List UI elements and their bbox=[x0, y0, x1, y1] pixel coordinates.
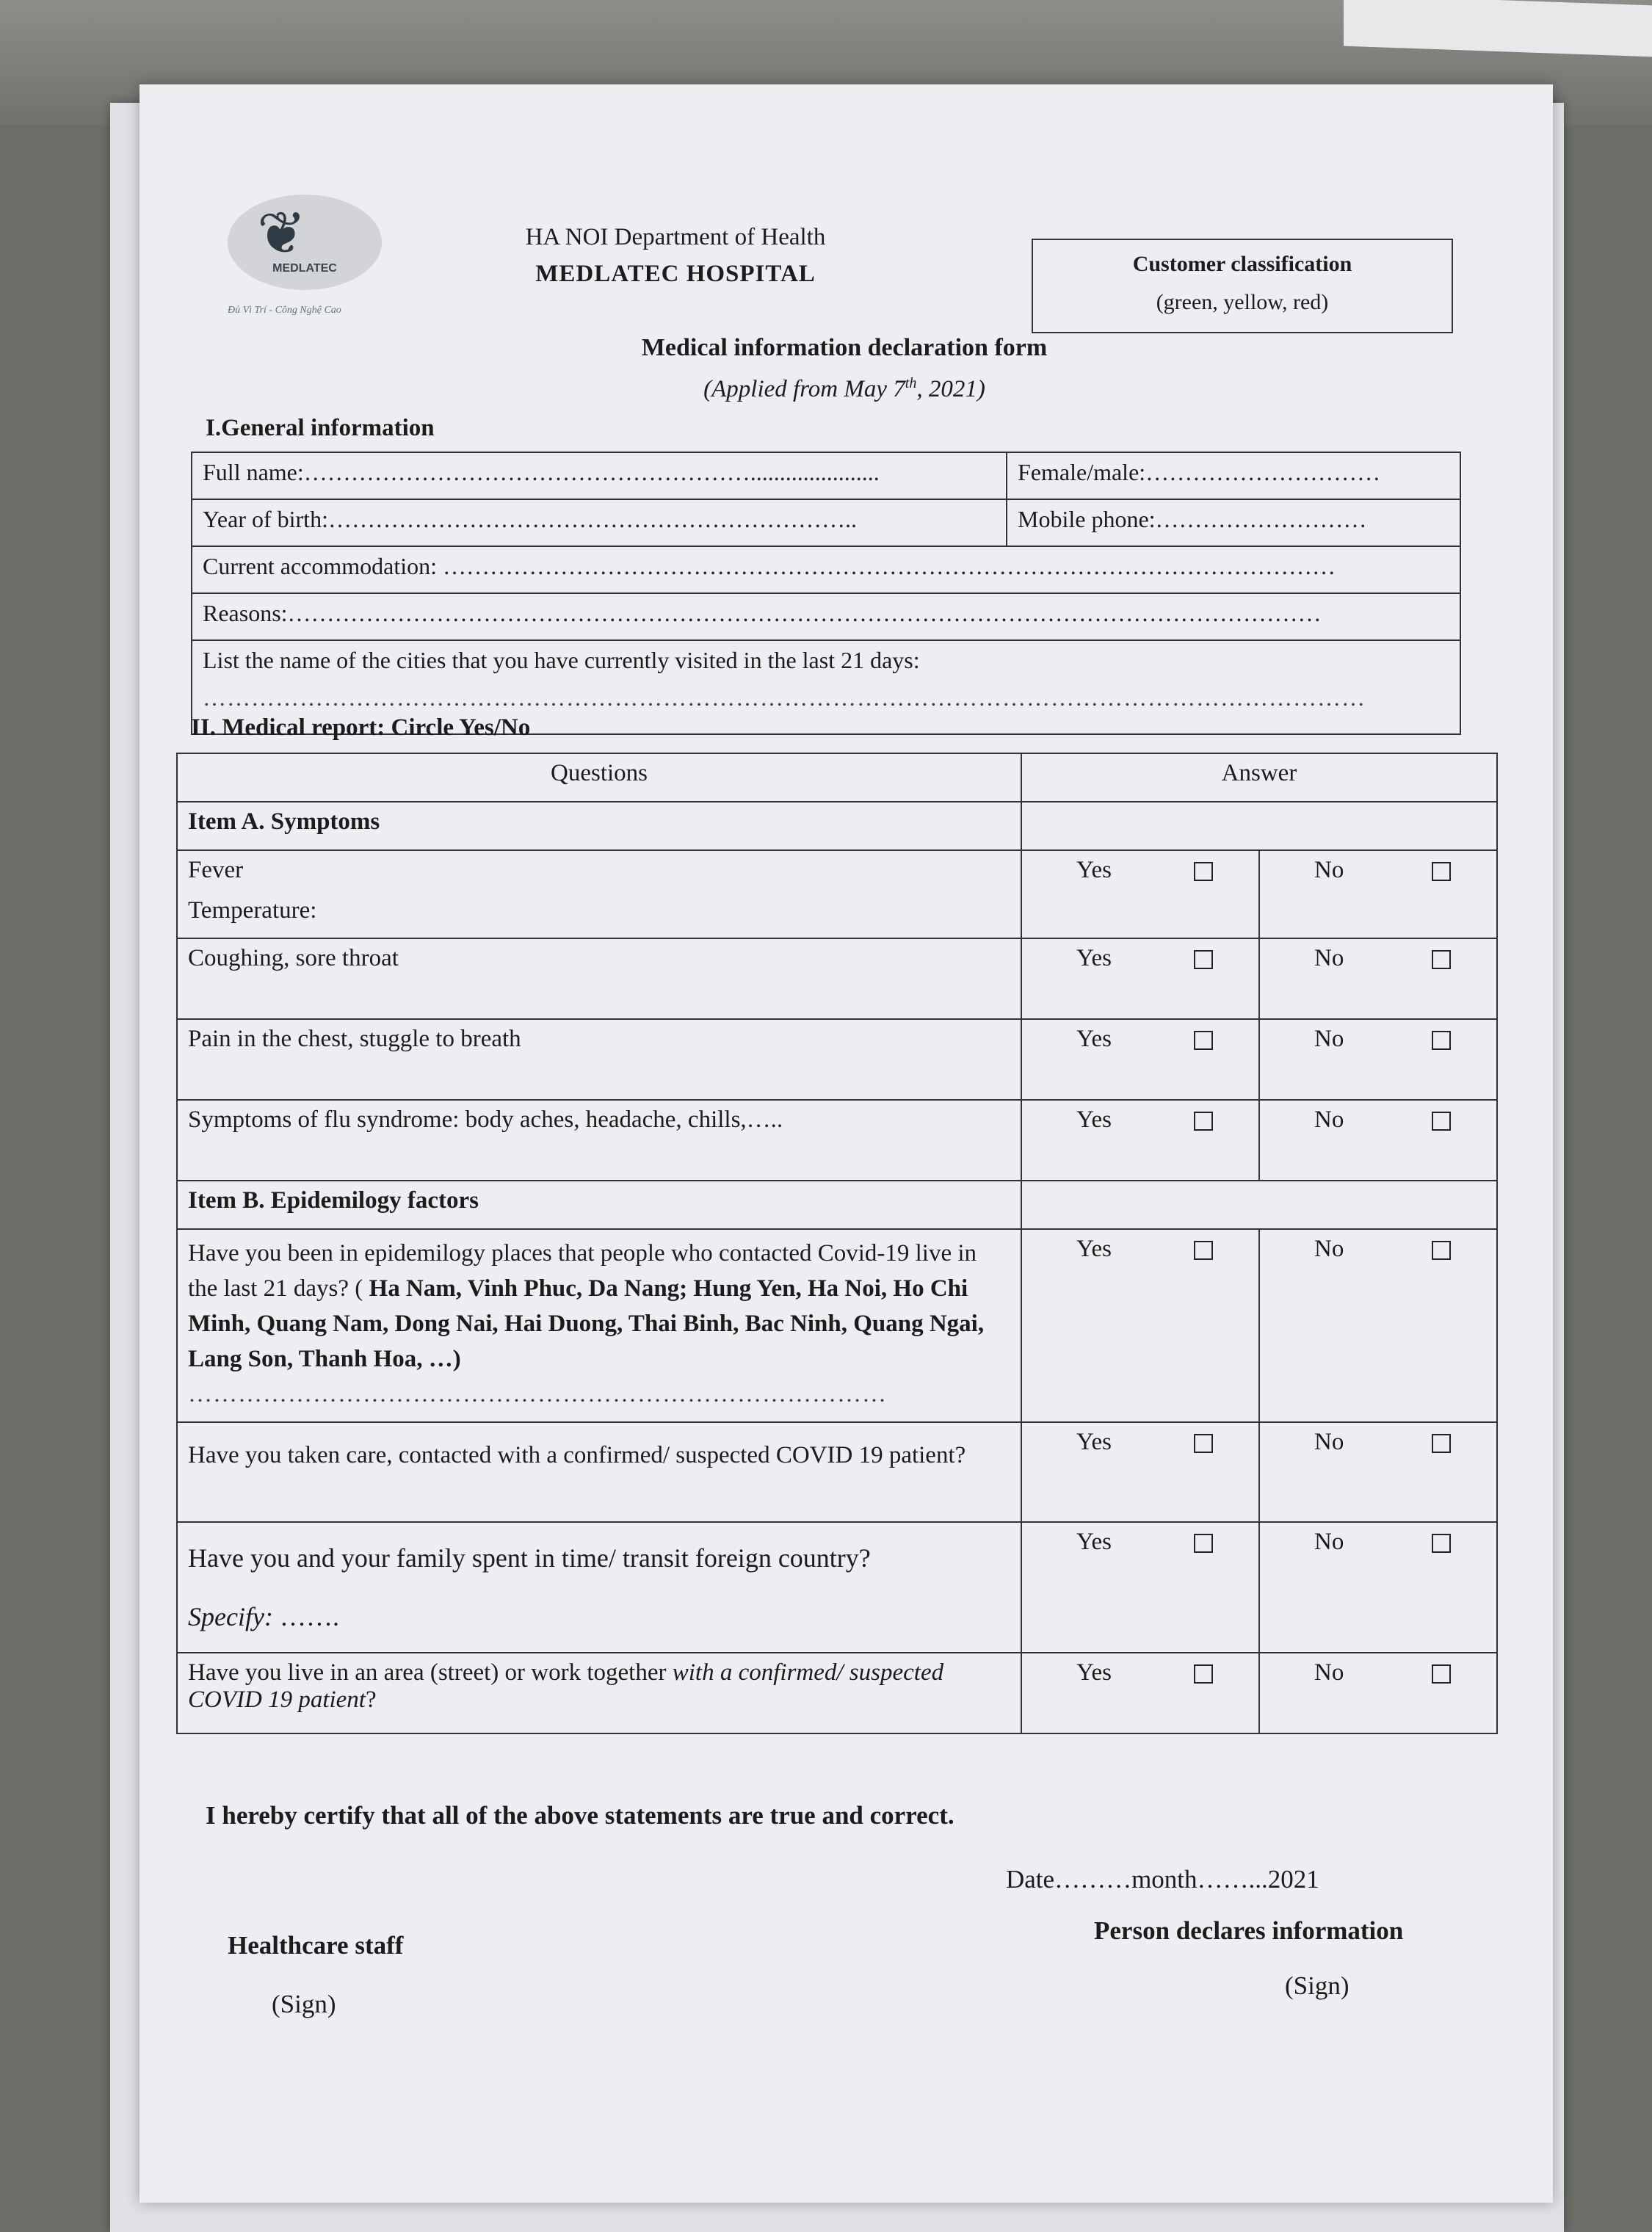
no-label: No bbox=[1314, 1236, 1344, 1262]
checkbox-icon[interactable] bbox=[1194, 1534, 1213, 1553]
area-yes[interactable] bbox=[1021, 1653, 1259, 1733]
area-question-end: ? bbox=[365, 1686, 377, 1713]
subtitle-post: , 2021) bbox=[916, 376, 985, 402]
checkbox-icon[interactable] bbox=[1432, 950, 1451, 969]
question-cough: Coughing, sore throat bbox=[177, 938, 1021, 1019]
classification-title: Customer classification bbox=[1132, 252, 1352, 276]
checkbox-icon[interactable] bbox=[1194, 1241, 1213, 1260]
care-no[interactable] bbox=[1259, 1422, 1497, 1522]
epi-yes[interactable] bbox=[1021, 1229, 1259, 1422]
item-a-answer-blank bbox=[1021, 802, 1497, 850]
yes-label: Yes bbox=[1076, 1529, 1112, 1555]
logo-motto: Đủ Vì Trí - Công Nghệ Cao bbox=[228, 305, 341, 316]
classification-values: (green, yellow, red) bbox=[1156, 290, 1329, 314]
area-no[interactable] bbox=[1259, 1653, 1497, 1733]
fever-yes[interactable] bbox=[1021, 850, 1259, 938]
checkbox-icon[interactable] bbox=[1194, 1112, 1213, 1131]
general-heading: I.General information bbox=[206, 415, 435, 441]
question-epidemiology bbox=[177, 1229, 1021, 1422]
classification-box bbox=[1032, 239, 1453, 333]
accommodation-field[interactable]: Current accommodation: …………………………………………………………………………………………………… bbox=[192, 546, 1460, 593]
full-name-field[interactable]: Full name:…………………………………………………...................... bbox=[192, 452, 1007, 499]
fever-no[interactable] bbox=[1259, 850, 1497, 938]
question-chest: Pain in the chest, stuggle to breath bbox=[177, 1019, 1021, 1100]
medical-heading: II. Medical report: Circle Yes/No bbox=[191, 714, 531, 741]
area-question-text: Have you live in an area (street) or work together bbox=[188, 1659, 673, 1686]
cough-no[interactable] bbox=[1259, 938, 1497, 1019]
checkbox-icon[interactable] bbox=[1432, 862, 1451, 881]
general-table bbox=[191, 452, 1461, 735]
checkbox-icon[interactable] bbox=[1194, 862, 1213, 881]
epi-no[interactable] bbox=[1259, 1229, 1497, 1422]
gender-field[interactable]: Female/male:………………………… bbox=[1007, 452, 1460, 499]
no-label: No bbox=[1314, 1529, 1344, 1555]
subtitle-sup: th bbox=[905, 375, 917, 391]
checkbox-icon[interactable] bbox=[1432, 1434, 1451, 1453]
checkbox-icon[interactable] bbox=[1194, 1031, 1213, 1050]
question-area bbox=[177, 1653, 1021, 1733]
checkbox-icon[interactable] bbox=[1432, 1664, 1451, 1684]
hospital-logo bbox=[228, 195, 382, 316]
no-label: No bbox=[1314, 1659, 1344, 1686]
yes-label: Yes bbox=[1076, 1106, 1112, 1133]
no-label: No bbox=[1314, 945, 1344, 971]
certify-statement: I hereby certify that all of the above statements are true and correct. bbox=[206, 1801, 954, 1830]
subtitle-pre: (Applied from May 7 bbox=[703, 376, 905, 402]
form-title: Medical information declaration form bbox=[641, 334, 1048, 361]
foreign-yes[interactable] bbox=[1021, 1522, 1259, 1653]
checkbox-icon[interactable] bbox=[1194, 950, 1213, 969]
foreign-question-text: Have you and your family spent in time/ transit foreign country? bbox=[188, 1543, 871, 1573]
logo-text: MEDLATEC bbox=[272, 262, 337, 275]
chest-no[interactable] bbox=[1259, 1019, 1497, 1100]
mobile-field[interactable]: Mobile phone:……………………… bbox=[1007, 499, 1460, 546]
no-label: No bbox=[1314, 1106, 1344, 1133]
cough-yes[interactable] bbox=[1021, 938, 1259, 1019]
department-name: HA NOI Department of Health bbox=[525, 224, 826, 250]
question-foreign bbox=[177, 1522, 1021, 1653]
reasons-field[interactable]: Reasons:…………………………………………………………………………………………………………………… bbox=[192, 593, 1460, 640]
hospital-name: MEDLATEC HOSPITAL bbox=[535, 261, 816, 287]
yes-label: Yes bbox=[1076, 945, 1112, 971]
year-of-birth-field[interactable]: Year of birth:………………………………………………………….. bbox=[192, 499, 1007, 546]
epi-places: Ha Nam, Vinh Phuc, Da Nang; Hung Yen, Ha Noi, Ho Chi Minh, Quang Nam, Dong Nai, Hai Duong, Thai Binh, Bac Ninh, Quang Ngai, Lang Son, Thanh Hoa, …) bbox=[188, 1275, 985, 1372]
question-temperature-label: Temperature: bbox=[188, 897, 317, 924]
form-subtitle bbox=[507, 375, 1182, 403]
bird-icon: ❦ bbox=[257, 202, 307, 267]
no-label: No bbox=[1314, 857, 1344, 883]
cities-label: List the name of the cities that you have currently visited in the last 21 days: bbox=[203, 647, 920, 673]
medical-table bbox=[176, 753, 1498, 1734]
staff-sign[interactable]: (Sign) bbox=[272, 1990, 336, 2018]
checkbox-icon[interactable] bbox=[1432, 1241, 1451, 1260]
epi-dots: ………………………………………………………………………… bbox=[188, 1381, 887, 1407]
questions-header: Questions bbox=[177, 753, 1021, 802]
foreign-no[interactable] bbox=[1259, 1522, 1497, 1653]
answer-header: Answer bbox=[1021, 753, 1497, 802]
question-care: Have you taken care, contacted with a confirmed/ suspected COVID 19 patient? bbox=[177, 1422, 1021, 1522]
question-flu: Symptoms of flu syndrome: body aches, headache, chills,….. bbox=[177, 1100, 1021, 1181]
flu-yes[interactable] bbox=[1021, 1100, 1259, 1181]
yes-label: Yes bbox=[1076, 1026, 1112, 1052]
cities-value: ……………………………………………………………………………………………………………………………… bbox=[203, 684, 1366, 711]
question-fever bbox=[177, 850, 1021, 938]
yes-label: Yes bbox=[1076, 1236, 1112, 1262]
item-b-heading: Item B. Epidemilogy factors bbox=[177, 1181, 1021, 1229]
yes-label: Yes bbox=[1076, 1429, 1112, 1455]
care-yes[interactable] bbox=[1021, 1422, 1259, 1522]
no-label: No bbox=[1314, 1429, 1344, 1455]
staff-label: Healthcare staff bbox=[228, 1931, 404, 1960]
yes-label: Yes bbox=[1076, 1659, 1112, 1686]
checkbox-icon[interactable] bbox=[1432, 1534, 1451, 1553]
checkbox-icon[interactable] bbox=[1432, 1031, 1451, 1050]
item-a-heading: Item A. Symptoms bbox=[177, 802, 1021, 850]
epi-question-text: Have you been in epidemilogy places that people who contacted Covid-19 live in the last 21 days? ( bbox=[188, 1240, 977, 1302]
flu-no[interactable] bbox=[1259, 1100, 1497, 1181]
checkbox-icon[interactable] bbox=[1194, 1664, 1213, 1684]
person-sign[interactable]: (Sign) bbox=[1285, 1971, 1350, 2000]
area-question-italic: with a confirmed/ suspected COVID 19 patient bbox=[188, 1659, 944, 1713]
foreign-specify-label: Specify: bbox=[188, 1602, 273, 1631]
foreign-specify-dots: ……. bbox=[272, 1602, 339, 1631]
checkbox-icon[interactable] bbox=[1432, 1112, 1451, 1131]
person-label: Person declares information bbox=[1094, 1916, 1404, 1945]
no-label: No bbox=[1314, 1026, 1344, 1052]
checkbox-icon[interactable] bbox=[1194, 1434, 1213, 1453]
item-b-answer-blank bbox=[1021, 1181, 1497, 1229]
question-fever-label: Fever bbox=[188, 857, 244, 883]
form-page bbox=[140, 84, 1553, 2203]
date-field[interactable]: Date………month……...2021 bbox=[1006, 1865, 1319, 1894]
yes-label: Yes bbox=[1076, 857, 1112, 883]
chest-yes[interactable] bbox=[1021, 1019, 1259, 1100]
